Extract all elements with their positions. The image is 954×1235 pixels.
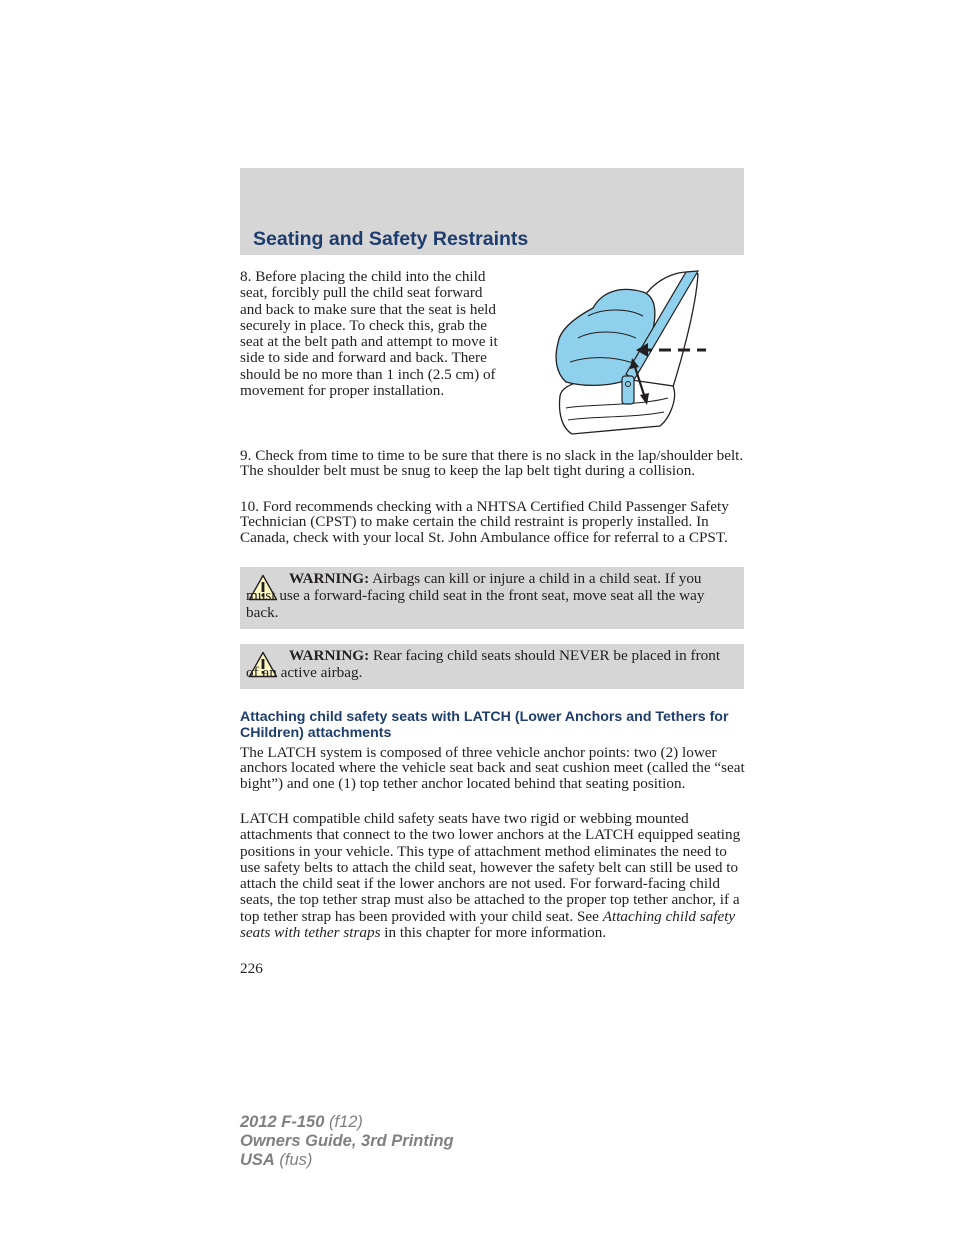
- section-title: Seating and Safety Restraints: [253, 228, 529, 250]
- step-9-text: 9. Check from time to time to be sure that there is no slack in the lap/shoulder belt. The shoulder belt must be snug to keep the lap belt tight during a collision.: [240, 447, 744, 480]
- warning-label: WARNING:: [289, 647, 370, 664]
- footer-guide: Owners Guide, 3rd Printing: [240, 1132, 454, 1150]
- warning-label: WARNING:: [289, 570, 370, 587]
- latch-paragraph-2-start: LATCH compatible child safety seats have two rigid or webbing mounted attachments that connect to the two lower anchors at the LATCH equipped seating positions in your vehicle. This type of attachment method eliminates the need to use safety belts to attach the child seat, however the safety belt can still be used to attach the child seat if the lower anchors are not used. For forward-facing child seats, the top tether strap must also be attached to the proper top tether anchor, if a top tether strap has been provided with your child seat. See: [240, 810, 741, 925]
- warning-box-airbag: [240, 567, 744, 629]
- footer-model: 2012 F-150: [240, 1113, 325, 1131]
- warning-body: Airbags can kill or injure a child in a child seat. If you must use a forward-facing child seat in the front seat, move seat all the way back.: [246, 570, 705, 621]
- step-10-text: 10. Ford recommends checking with a NHTSA Certified Child Passenger Safety Technician (CPST) to make certain the child restraint is properly installed. In Canada, check with your local St. John Ambulance office for referral to a CPST.: [240, 498, 729, 546]
- warning-box-rear-facing: [240, 644, 744, 689]
- cross-reference-link: Attaching child safety seats with tether straps: [240, 907, 736, 942]
- latch-paragraph-1: The LATCH system is composed of three vehicle anchor points: two (2) lower anchors located where the vehicle seat back and seat cushion meet (called the “seat bight”) and one (1) top tether anchor located behind that seating position.: [240, 744, 745, 792]
- step-8-text: 8. Before placing the child into the child seat, forcibly pull the child seat forward and back to make sure that the seat is held securely in place. To check this, grab the seat at the belt path and attempt to move it side to side and forward and back. There should be no more than 1 inch (2.5 cm) of movement for proper installation.: [240, 268, 498, 400]
- child-seat-illustration: [548, 268, 708, 436]
- footer-model-code: (f12): [324, 1113, 363, 1131]
- latch-paragraph-2-end: in this chapter for more information.: [380, 924, 607, 942]
- warning-body: Rear facing child seats should NEVER be placed in front of an active airbag.: [246, 647, 721, 681]
- footer-region-code: (fus): [274, 1151, 313, 1169]
- document-footer: [240, 1113, 454, 1170]
- warning-text: [246, 570, 734, 621]
- latch-heading: Attaching child safety seats with LATCH (Lower Anchors and Tethers for CHildren) attachments: [240, 709, 729, 741]
- warning-text: [246, 647, 734, 681]
- footer-region: USA: [240, 1151, 275, 1169]
- section-header-band: [240, 168, 744, 255]
- page-number: 226: [240, 960, 263, 977]
- latch-paragraph-2: [240, 811, 746, 941]
